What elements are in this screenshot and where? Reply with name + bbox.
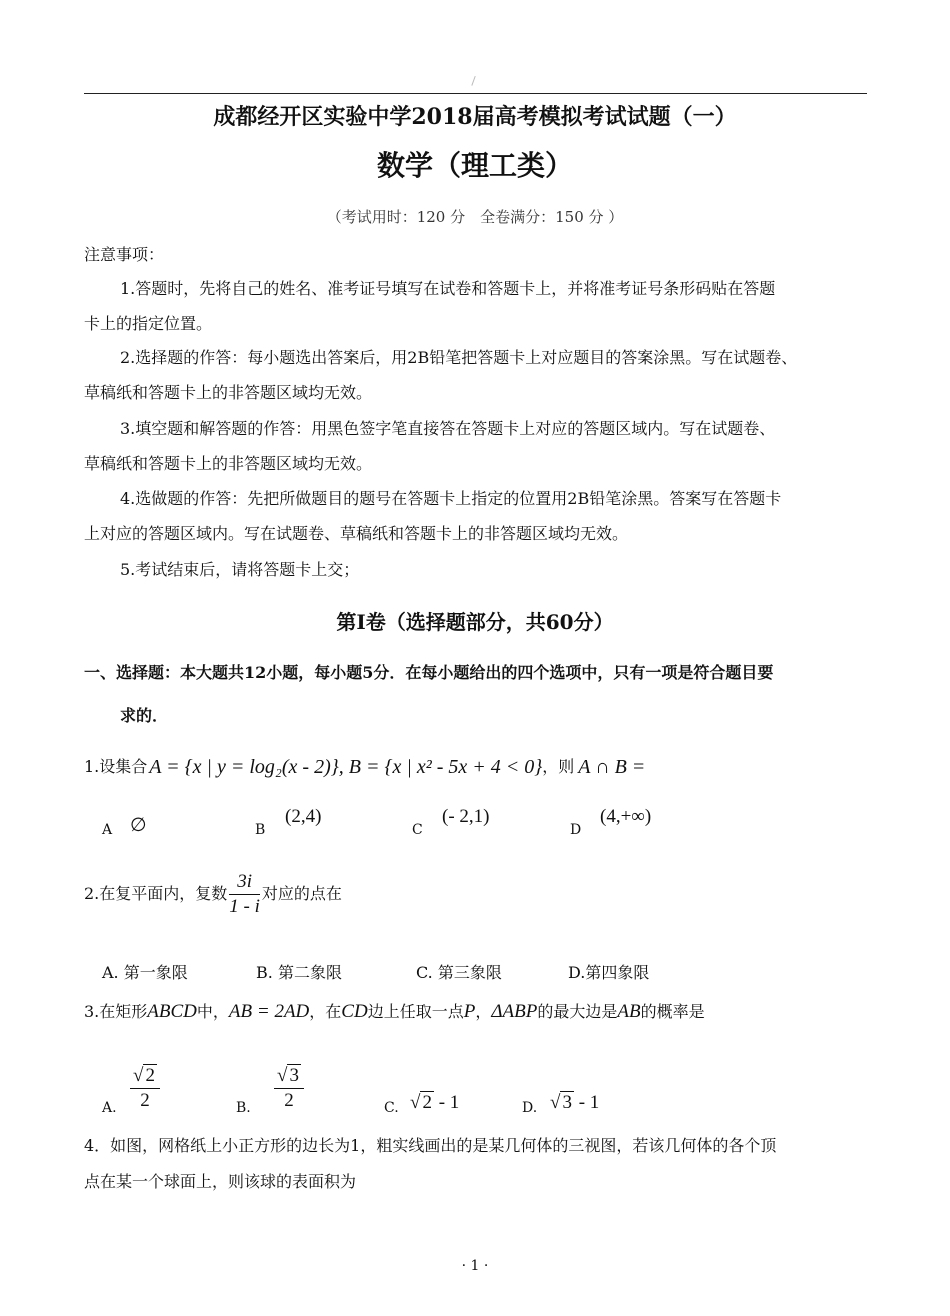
q2-option-a-label: A. bbox=[102, 963, 119, 982]
question-1 bbox=[84, 744, 645, 790]
q3-option-c-label: C. bbox=[384, 1100, 399, 1116]
q2-fraction-denominator: 1 - i bbox=[229, 895, 260, 917]
q2-fraction bbox=[229, 870, 260, 919]
q3-option-d-radicand: 3 bbox=[562, 1092, 572, 1113]
q2-option-d-value: 第四象限 bbox=[585, 963, 650, 982]
question-4: 4．如图，网格纸上小正方形的边长为1，粗实线画出的是某几何体的三视图，若该几何体的各个顶 bbox=[84, 1136, 777, 1155]
section-instruction: 一、选择题：本大题共12小题，每小题5分．在每小题给出的四个选项中，只有一项是符合题目要 bbox=[84, 663, 774, 682]
notice-item-3: 3.填空题和解答题的作答：用黑色签字笔直接答在答题卡上对应的答题区域内。写在试题卷、 bbox=[120, 419, 776, 438]
question-2 bbox=[84, 866, 342, 922]
q3-option-d-label: D. bbox=[522, 1100, 538, 1116]
q3-math-ab-2ad: AB = 2AD bbox=[228, 1001, 310, 1022]
q1-option-c-value: (- 2,1) bbox=[442, 806, 490, 827]
q1-option-b-label: B bbox=[255, 822, 266, 838]
q3-text-6: 的最大边是 bbox=[537, 1002, 618, 1021]
notice-item-5: 5.考试结束后，请将答题卡上交； bbox=[120, 560, 360, 579]
q3-option-c-radicand: 2 bbox=[422, 1092, 432, 1113]
notice-item-3-cont: 草稿纸和答题卡上的非答题区域均无效。 bbox=[84, 454, 373, 473]
q3-option-d-value: √ 3 - 1 bbox=[550, 1092, 600, 1113]
q2-option-d bbox=[568, 962, 649, 984]
q3-text-4: 边上任取一点 bbox=[367, 1002, 464, 1021]
notice-item-2: 2.选择题的作答：每小题选出答案后，用2B铅笔把答题卡上对应题目的答案涂黑。写在试题卷、 bbox=[120, 348, 798, 367]
q1-option-a-value: ∅ bbox=[130, 815, 147, 836]
q2-fraction-numerator: 3i bbox=[229, 870, 260, 895]
q3-option-a-radicand: 2 bbox=[145, 1065, 155, 1086]
q3-option-c-value: √ 2 - 1 bbox=[410, 1092, 460, 1113]
q3-option-d-tail: - 1 bbox=[578, 1092, 600, 1113]
q1-option-d-value: (4,+∞) bbox=[600, 806, 652, 827]
section-instruction-cont: 求的． bbox=[120, 706, 169, 725]
q3-math-triangle: ΔABP bbox=[491, 1001, 538, 1022]
notice-heading: 注意事项： bbox=[84, 245, 165, 264]
q1-option-a-label: A bbox=[102, 822, 113, 838]
q2-option-c bbox=[416, 962, 502, 984]
q1-ask: A ∩ B = bbox=[578, 755, 646, 778]
exam-title: 成都经开区实验中学2018届高考模拟考试试题（一） bbox=[213, 104, 737, 130]
q3-math-p: P bbox=[463, 1001, 476, 1022]
q3-option-b-fraction bbox=[274, 1064, 304, 1113]
q3-option-a-denominator: 2 bbox=[140, 1090, 150, 1111]
q2-option-c-label: C. bbox=[416, 963, 433, 982]
q2-option-a bbox=[102, 962, 188, 984]
q3-option-a-label: A. bbox=[102, 1100, 117, 1116]
q3-text-1: 3.在矩形 bbox=[84, 1002, 148, 1021]
q1-prefix: 1.设集合 bbox=[84, 757, 148, 776]
notice-item-4: 4.选做题的作答：先把所做题目的题号在答题卡上指定的位置用2B铅笔涂黑。答案写在答题卡 bbox=[120, 489, 782, 508]
page-number: · 1 · bbox=[461, 1258, 489, 1274]
q2-option-b bbox=[256, 962, 342, 984]
notice-item-4-cont: 上对应的答题区域内。写在试题卷、草稿纸和答题卡上的非答题区域均无效。 bbox=[84, 524, 629, 543]
notice-item-1-cont: 卡上的指定位置。 bbox=[84, 314, 213, 333]
q3-math-abcd: ABCD bbox=[147, 1001, 197, 1022]
exam-info: （考试用时：120 分 全卷满分：150 分 ） bbox=[326, 208, 624, 226]
question-3 bbox=[84, 996, 705, 1028]
q3-text-5: ， bbox=[475, 1002, 492, 1021]
q3-option-c-tail: - 1 bbox=[438, 1092, 460, 1113]
q3-text-7: 的概率是 bbox=[640, 1002, 705, 1021]
subject-title: 数学（理工类） bbox=[376, 149, 573, 182]
q3-option-b-numerator: √ 3 bbox=[274, 1064, 304, 1089]
q2-option-a-value: 第一象限 bbox=[123, 963, 188, 982]
q1-set-b: , B = {x | x² - 5x + 4 < 0} bbox=[338, 755, 543, 778]
q3-option-a-fraction bbox=[130, 1064, 160, 1113]
q2-suffix: 对应的点在 bbox=[261, 884, 342, 903]
q1-suffix: ，则 bbox=[542, 757, 575, 776]
notice-item-1: 1.答题时，先将自己的姓名、准考证号填写在试卷和答题卡上，并将准考证号条形码贴在答题 bbox=[120, 279, 776, 298]
q3-option-a-numerator: √ 2 bbox=[130, 1064, 160, 1089]
q3-option-b-label: B. bbox=[236, 1100, 251, 1116]
q1-set-a: A = {x | y = log₂(x - 2)} bbox=[149, 755, 339, 778]
q3-option-b-radicand: 3 bbox=[289, 1065, 299, 1086]
q2-option-c-value: 第三象限 bbox=[437, 963, 502, 982]
q3-math-ab: AB bbox=[617, 1001, 641, 1022]
q3-text-3: ，在 bbox=[309, 1002, 342, 1021]
question-4-cont: 点在某一个球面上，则该球的表面积为 bbox=[84, 1172, 357, 1191]
q2-prefix: 2.在复平面内，复数 bbox=[84, 884, 228, 903]
q2-option-d-label: D. bbox=[568, 963, 586, 982]
q2-option-b-value: 第二象限 bbox=[277, 963, 342, 982]
q1-option-b-value: (2,4) bbox=[285, 806, 322, 827]
q3-math-cd: CD bbox=[341, 1001, 368, 1022]
q2-option-b-label: B. bbox=[256, 963, 273, 982]
header-mark bbox=[471, 76, 476, 86]
header-rule bbox=[84, 93, 867, 94]
q1-option-c-label: C bbox=[412, 822, 423, 838]
q3-text-2: 中， bbox=[196, 1002, 229, 1021]
q1-option-d-label: D bbox=[570, 822, 582, 838]
notice-item-2-cont: 草稿纸和答题卡上的非答题区域均无效。 bbox=[84, 383, 373, 402]
section-title: 第Ⅰ卷（选择题部分，共60分） bbox=[336, 610, 614, 634]
q3-option-b-denominator: 2 bbox=[284, 1090, 294, 1111]
